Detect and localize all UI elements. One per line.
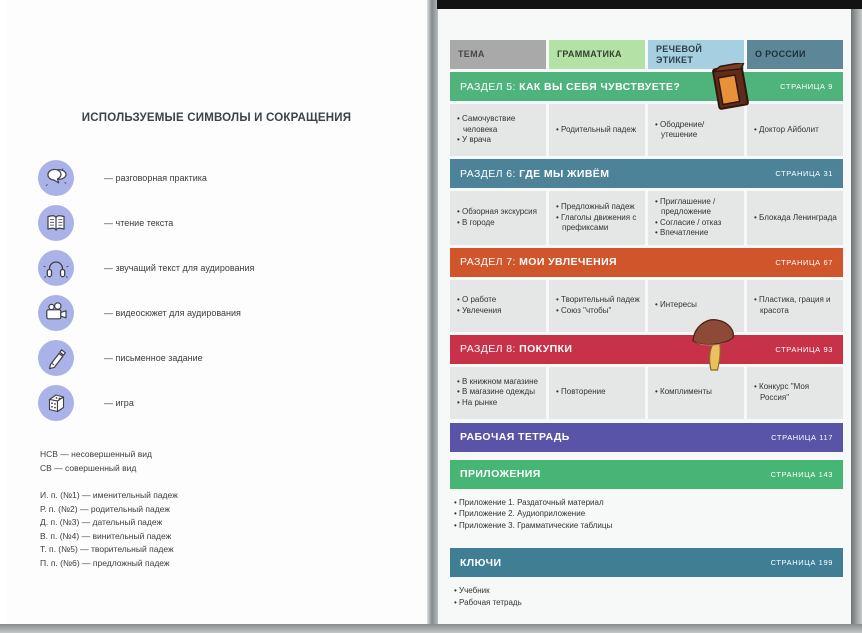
right-page	[438, 0, 851, 624]
band-list-item: • Приложение 1. Раздаточный материал	[454, 497, 843, 509]
section-page-label: СТРАНИЦА 31	[775, 169, 833, 178]
speech-bubbles-icon	[38, 160, 74, 196]
toc-body	[450, 72, 843, 618]
column-headers	[450, 40, 843, 69]
aspect-abbreviation-line: НСВ — несовершенный вид	[40, 449, 152, 459]
section-row	[450, 104, 843, 156]
section-band-title	[460, 343, 572, 355]
band-list-item: • Приложение 2. Аудиоприложение	[454, 508, 843, 520]
band-title	[460, 468, 541, 480]
section-name: ПОКУПКИ	[519, 343, 573, 356]
symbol-label: — письменное задание	[104, 353, 203, 363]
dice-icon	[38, 385, 74, 421]
toc-cell	[747, 367, 843, 419]
section-name: ГДЕ МЫ ЖИВЁМ	[519, 167, 610, 180]
toc-cell-item: • Самочувствие человека	[457, 114, 542, 135]
toc-cell-item: • Увлечения	[457, 306, 542, 316]
band-item-list	[450, 577, 843, 617]
section-page-label: СТРАНИЦА 93	[775, 344, 833, 354]
toc-cell	[648, 191, 744, 245]
column-header-rechevoy-etiket: РЕЧЕВОЙ ЭТИКЕТ	[648, 40, 744, 69]
section-number-label: РАЗДЕЛ 6:	[460, 167, 516, 180]
case-abbreviation-line: П. п. (№6) — предложный падеж	[40, 557, 170, 568]
band-page-label: СТРАНИЦА 117	[771, 432, 833, 442]
band-title	[460, 431, 570, 443]
toc-cell-item: • Обзорная экскурсия	[457, 207, 542, 217]
page-title: ИСПОЛЬЗУЕМЫЕ СИМВОЛЫ И СОКРАЩЕНИЯ	[81, 112, 352, 124]
toc-cell	[450, 191, 546, 245]
band-appendices	[450, 460, 843, 489]
section-row	[450, 191, 843, 245]
left-page	[6, 0, 427, 624]
toc-cell	[450, 104, 546, 156]
section-name: МОИ УВЛЕЧЕНИЯ	[519, 256, 617, 269]
toc-cell	[549, 191, 645, 245]
band-title	[460, 557, 501, 569]
column-header-grammatika: ГРАММАТИКА	[549, 40, 645, 69]
toc-cell	[747, 280, 843, 332]
section-name: КАК ВЫ СЕБЯ ЧУВСТВУЕТЕ?	[519, 80, 681, 93]
video-camera-icon	[38, 295, 74, 331]
toc-cell	[549, 280, 645, 332]
symbol-legend-row	[38, 385, 427, 421]
toc-cell-item: • Впечатление	[655, 228, 740, 238]
toc-cell	[648, 280, 744, 332]
aspect-abbreviations	[40, 447, 427, 475]
band-name: КЛЮЧИ	[460, 556, 502, 569]
section-number-label: РАЗДЕЛ 5:	[460, 80, 516, 93]
aspect-abbreviation-line: СВ — совершенный вид	[40, 463, 137, 473]
band-keys	[450, 548, 843, 577]
symbol-legend-row	[38, 250, 427, 286]
toc-cell	[450, 367, 546, 419]
toc-cell-item: • Союз "чтобы"	[556, 306, 641, 316]
symbol-label: — звучащий текст для аудирования	[104, 263, 255, 273]
toc-cell	[450, 280, 546, 332]
toc-cell	[747, 191, 843, 245]
toc-cell-item: • В городе	[457, 218, 542, 228]
section-band-title	[460, 81, 680, 93]
headphones-icon	[38, 250, 74, 286]
toc-cell-item: • Согласие / отказ	[655, 218, 740, 228]
section-band-title	[460, 256, 617, 268]
band-name: РАБОЧАЯ ТЕТРАДЬ	[460, 431, 570, 444]
toc-cell-item: • Творительный падеж	[556, 295, 641, 305]
column-header-o-rossii: О РОССИИ	[747, 40, 843, 69]
case-abbreviation-line: И. п. (№1) — именительный падеж	[40, 490, 178, 500]
toc-cell-item: • На рынке	[457, 398, 542, 408]
band-name: ПРИЛОЖЕНИЯ	[460, 468, 541, 481]
symbols-legend	[38, 160, 427, 421]
toc-cell-item: • Приглашение / предложение	[655, 197, 740, 218]
case-abbreviations	[40, 489, 427, 570]
toc-cell-item: • Комплименты	[655, 387, 740, 397]
band-page-label: СТРАНИЦА 199	[770, 558, 833, 568]
toc-cell	[549, 104, 645, 156]
toc-cell	[648, 104, 744, 156]
toc-cell-item: • Родительный падеж	[556, 125, 641, 135]
toc-cell-item: • Глаголы движения с префиксами	[556, 213, 641, 234]
toc-cell-item: • Предложный падеж	[556, 202, 641, 212]
band-list-item: • Учебник	[454, 585, 843, 597]
section-number-label: РАЗДЕЛ 8:	[460, 343, 516, 356]
band-workbook	[450, 423, 843, 452]
section-band-6	[450, 159, 843, 188]
symbol-label: — видеосюжет для аудирования	[104, 308, 241, 318]
symbol-legend-row	[38, 340, 427, 376]
section-row	[450, 280, 843, 332]
case-abbreviation-line: В. п. (№4) — винительный падеж	[40, 530, 172, 541]
toc-cell-item: • Интересы	[655, 300, 740, 310]
symbol-legend-row	[38, 205, 427, 241]
toc-cell-item: • В книжном магазине	[457, 377, 542, 387]
section-band-7	[450, 248, 843, 277]
section-band-title	[460, 168, 609, 180]
band-item-list	[450, 489, 843, 541]
scan-right-edge	[851, 9, 862, 624]
open-book-icon	[38, 205, 74, 241]
symbol-legend-row	[38, 295, 427, 331]
section-band-8	[450, 335, 843, 364]
symbol-label: — чтение текста	[104, 218, 174, 228]
section-row	[450, 367, 843, 419]
section-page-label: СТРАНИЦА 67	[775, 257, 833, 267]
symbol-label: — разговорная практика	[104, 173, 207, 183]
section-band-5	[450, 72, 843, 101]
toc-cell-item: • Ободрение/ утешение	[655, 120, 740, 141]
symbol-label: — игра	[104, 398, 134, 408]
toc-cell-item: • Повторение	[556, 387, 641, 397]
toc-cell-item: • В магазине одежды	[457, 387, 542, 397]
toc-cell-item: • Блокада Ленинграда	[754, 213, 839, 223]
scan-bottom-edge	[0, 624, 862, 633]
toc-cell-item: • Доктор Айболит	[754, 125, 839, 135]
case-abbreviation-line: Т. п. (№5) — творительный падеж	[40, 544, 174, 554]
band-page-label: СТРАНИЦА 143	[770, 469, 833, 479]
band-list-item: • Рабочая тетрадь	[454, 597, 843, 609]
case-abbreviation-line: Д. п. (№3) — дательный падеж	[40, 517, 163, 527]
toc-cell-item: • О работе	[457, 295, 542, 305]
band-list-item: • Приложение 3. Грамматические таблицы	[454, 520, 843, 532]
case-abbreviation-line: Р. п. (№2) — родительный падеж	[40, 503, 170, 514]
toc-cell-item: • Конкурс "Моя Россия"	[754, 382, 839, 403]
scan-black-edge	[437, 0, 862, 9]
book-spine	[427, 0, 438, 624]
section-page-label: СТРАНИЦА 9	[780, 82, 833, 91]
table-of-contents	[450, 40, 843, 618]
toc-cell	[549, 367, 645, 419]
toc-cell-item: • У врача	[457, 135, 542, 145]
toc-cell	[747, 104, 843, 156]
toc-cell-item: • Пластика, грация и красота	[754, 295, 839, 316]
section-number-label: РАЗДЕЛ 7:	[460, 256, 516, 269]
toc-cell	[648, 367, 744, 419]
pencil-icon	[38, 340, 74, 376]
column-header-tema: ТЕМА	[450, 40, 546, 69]
symbol-legend-row	[38, 160, 427, 196]
